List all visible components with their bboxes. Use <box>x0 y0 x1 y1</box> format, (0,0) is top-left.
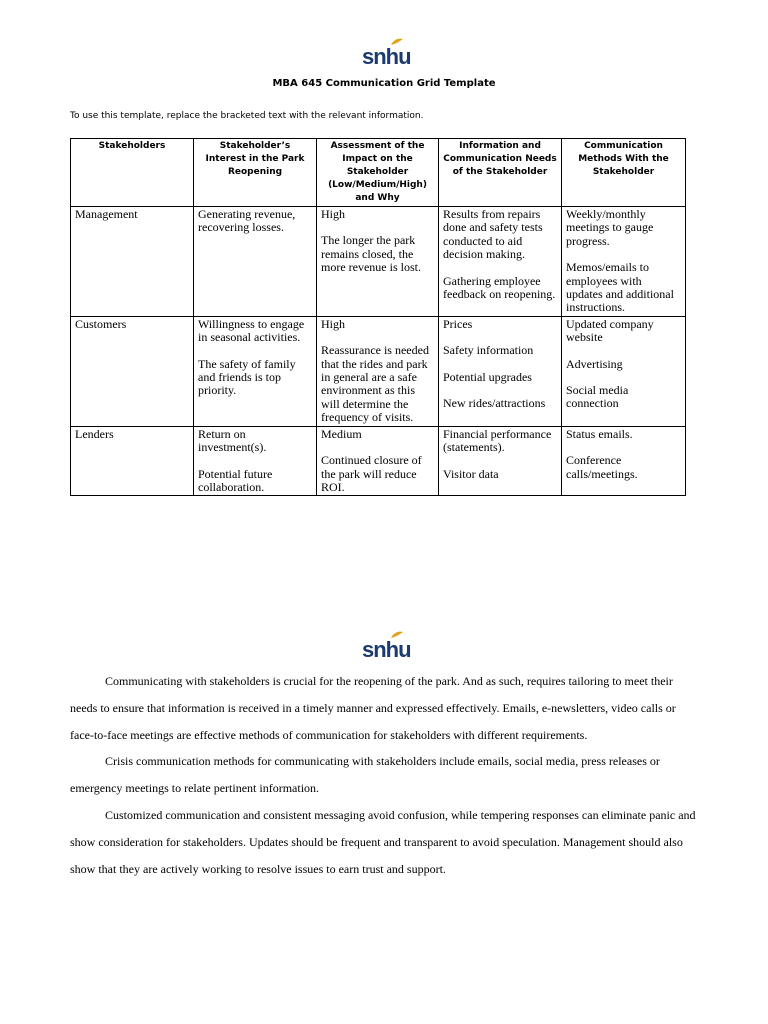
table-row <box>71 316 686 426</box>
cell-text: Continued closure of the park will reduce ROI. <box>321 453 422 494</box>
cell-text: Weekly/monthly meetings to gauge progress. <box>566 207 654 248</box>
table-row <box>71 207 686 317</box>
methods-cell <box>562 207 686 317</box>
cell-text: Medium <box>321 426 362 441</box>
logo-wordmark: snhu <box>362 44 411 69</box>
interest-cell <box>194 207 317 317</box>
assessment-cell <box>317 426 439 496</box>
table-header-row <box>71 139 686 207</box>
cell-text: Visitor data <box>443 466 499 481</box>
cell-text: Results from repairs done and safety tests conducted to aid decision making. <box>443 207 543 262</box>
cell-text: Updated company website <box>566 316 654 345</box>
cell-text: Potential upgrades <box>443 369 532 384</box>
cell-text: Advertising <box>566 356 623 371</box>
cell-text: The longer the park remains closed, the more revenue is lost. <box>321 233 421 275</box>
interest-cell <box>194 426 317 496</box>
column-header: Information and Communication Needs of the Stakeholder <box>439 139 562 207</box>
cell-text: Conference calls/meetings. <box>566 453 638 481</box>
stakeholder-cell: Management <box>71 207 194 317</box>
needs-cell <box>439 316 562 426</box>
cell-text: Generating revenue, recovering losses. <box>198 207 296 235</box>
column-header: Assessment of the Impact on the Stakeholder (Low/Medium/High) and Why <box>317 139 439 207</box>
stakeholder-cell: Lenders <box>71 426 194 496</box>
column-header: Communication Methods With the Stakeholder <box>562 139 686 207</box>
cell-text: Potential future collaboration. <box>198 466 273 494</box>
stakeholder-cell: Customers <box>71 316 194 426</box>
document-title: MBA 645 Communication Grid Template <box>272 78 496 89</box>
methods-cell <box>562 316 686 426</box>
column-header: Stakeholder’s Interest in the Park Reopening <box>194 139 317 207</box>
assessment-cell <box>317 316 439 426</box>
snhu-logo <box>362 631 411 662</box>
essay-paragraph: Communicating with stakeholders is crucial for the reopening of the park. And as such, requires tailoring to meet their needs to ensure that information is received in a timely manner and expressed effectively. Emails, e-newsletters, video calls or face-to-face meetings are effective methods of communication for stakeholders with different requirements. <box>70 674 676 742</box>
cell-text: Status emails. <box>566 426 633 441</box>
table-row <box>71 426 686 496</box>
cell-text: High <box>321 316 345 331</box>
cell-text: High <box>321 207 345 221</box>
cell-text: Financial performance (statements). <box>443 426 552 455</box>
cell-text: The safety of family and friends is top priority. <box>198 356 296 398</box>
needs-cell <box>439 426 562 496</box>
cell-text: Reassurance is needed that the rides and park in general are a safe environment as this will determine the frequency of visits. <box>321 343 429 425</box>
cell-text: Gathering employee feedback on reopening. <box>443 273 556 302</box>
cell-text: Willingness to engage in seasonal activities. <box>198 316 305 345</box>
instructions-text: To use this template, replace the bracketed text with the relevant information. <box>70 111 424 121</box>
communication-grid-table <box>70 138 686 496</box>
assessment-cell <box>317 207 439 317</box>
cell-text: Safety information <box>443 343 534 358</box>
needs-cell <box>439 207 562 317</box>
essay-paragraph: Customized communication and consistent messaging avoid confusion, while tempering responses can eliminate panic and show consideration for stakeholders. Updates should be frequent and transparent to avoid speculation. Management should also show that they are actively working to resolve issues to earn trust and support. <box>70 807 696 876</box>
cell-text: Prices <box>443 316 473 331</box>
cell-text: Social media connection <box>566 383 629 411</box>
logo-wordmark: snhu <box>362 637 411 662</box>
essay-paragraph: Crisis communication methods for communicating with stakeholders include emails, social media, press releases or emergency meetings to relate pertinent information. <box>70 754 660 796</box>
methods-cell <box>562 426 686 496</box>
cell-text: Memos/emails to employees with updates and additional instructions. <box>566 260 674 315</box>
snhu-logo <box>362 38 411 69</box>
interest-cell <box>194 316 317 426</box>
cell-text: New rides/attractions <box>443 396 546 411</box>
essay-body <box>70 668 700 882</box>
column-header: Stakeholders <box>71 139 194 207</box>
cell-text: Return on investment(s). <box>198 426 267 455</box>
